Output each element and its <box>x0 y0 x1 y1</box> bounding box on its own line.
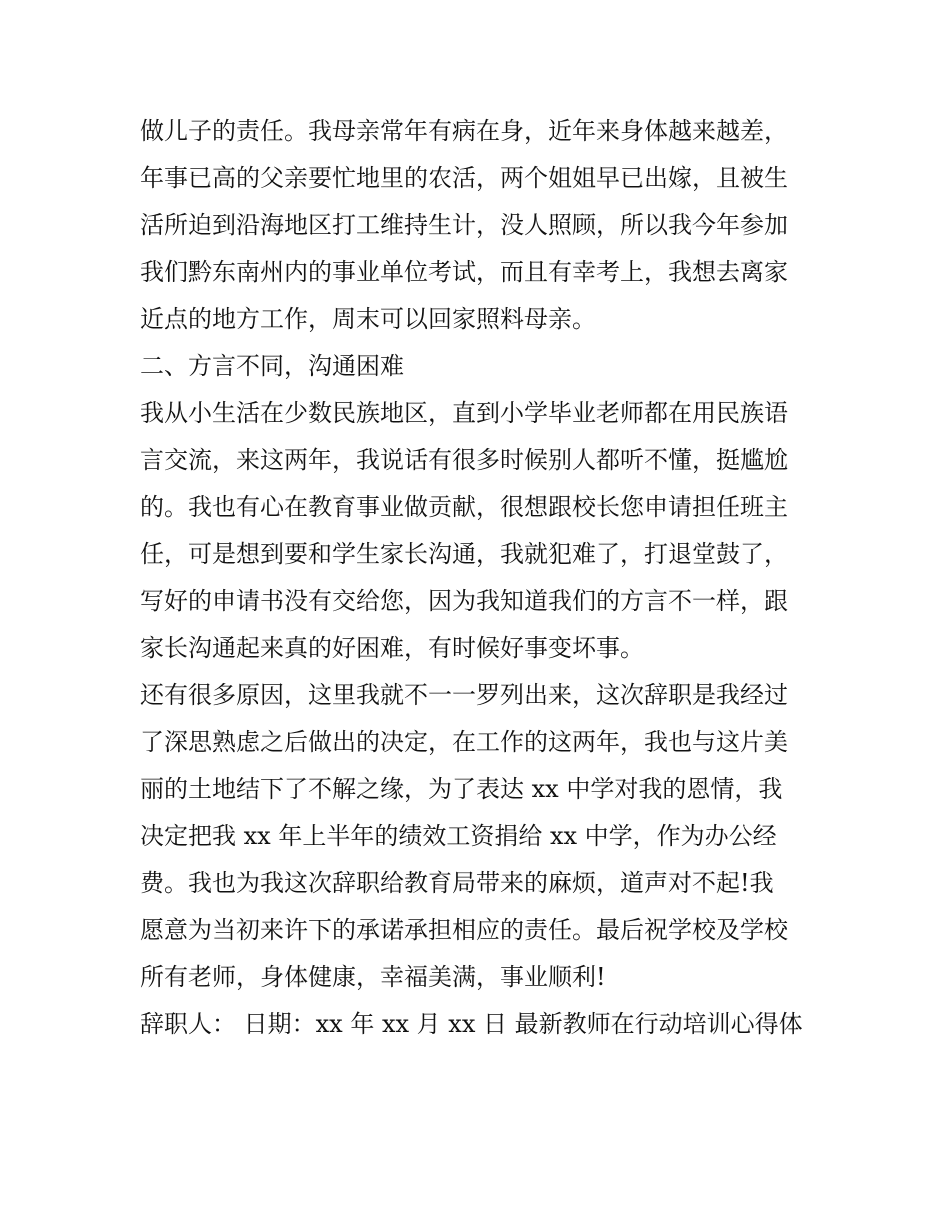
text-line: 还有很多原因，这里我就不一一罗列出来，这次辞职是我经过 <box>140 681 788 709</box>
text-line: 我们黔东南州内的事业单位考试，而且有幸考上，我想去离家 <box>140 258 788 286</box>
text-line: 写好的申请书没有交给您，因为我知道我们的方言不一样，跟 <box>140 587 788 615</box>
text-line: 丽的土地结下了不解之缘，为了表达 xx 中学对我的恩情，我 <box>140 775 783 803</box>
text-line: 任，可是想到要和学生家长沟通，我就犯难了，打退堂鼓了， <box>140 540 788 568</box>
text-line: 了深思熟虑之后做出的决定，在工作的这两年，我也与这片美 <box>140 728 788 756</box>
text-line: 所有老师，身体健康，幸福美满，事业顺利! <box>140 963 606 991</box>
text-line: 我从小生活在少数民族地区，直到小学毕业老师都在用民族语 <box>140 399 788 427</box>
text-line: 家长沟通起来真的好困难，有时候好事变坏事。 <box>140 634 644 662</box>
text-line: 的。我也有心在教育事业做贡献，很想跟校长您申请担任班主 <box>140 493 788 521</box>
text-line: 愿意为当初来许下的承诺承担相应的责任。最后祝学校及学校 <box>140 916 788 944</box>
text-line: 做儿子的责任。我母亲常年有病在身，近年来身体越来越差， <box>140 117 788 145</box>
section-heading: 二、方言不同，沟通困难 <box>140 352 404 380</box>
text-line: 决定把我 xx 年上半年的绩效工资捐给 xx 中学，作为办公经 <box>140 822 777 850</box>
document-body <box>140 108 820 1048</box>
text-line: 言交流，来这两年，我说话有很多时候别人都听不懂，挺尴尬 <box>140 446 788 474</box>
text-line: 活所迫到沿海地区打工维持生计，没人照顾，所以我今年参加 <box>140 211 788 239</box>
signature-date-line: 辞职人： 日期：xx 年 xx 月 xx 日 最新教师在行动培训心得体 <box>140 1010 803 1038</box>
text-line: 近点的地方工作，周末可以回家照料母亲。 <box>140 305 596 333</box>
text-line: 费。我也为我这次辞职给教育局带来的麻烦，道声对不起!我 <box>140 869 774 897</box>
text-line: 年事已高的父亲要忙地里的农活，两个姐姐早已出嫁，且被生 <box>140 164 788 192</box>
